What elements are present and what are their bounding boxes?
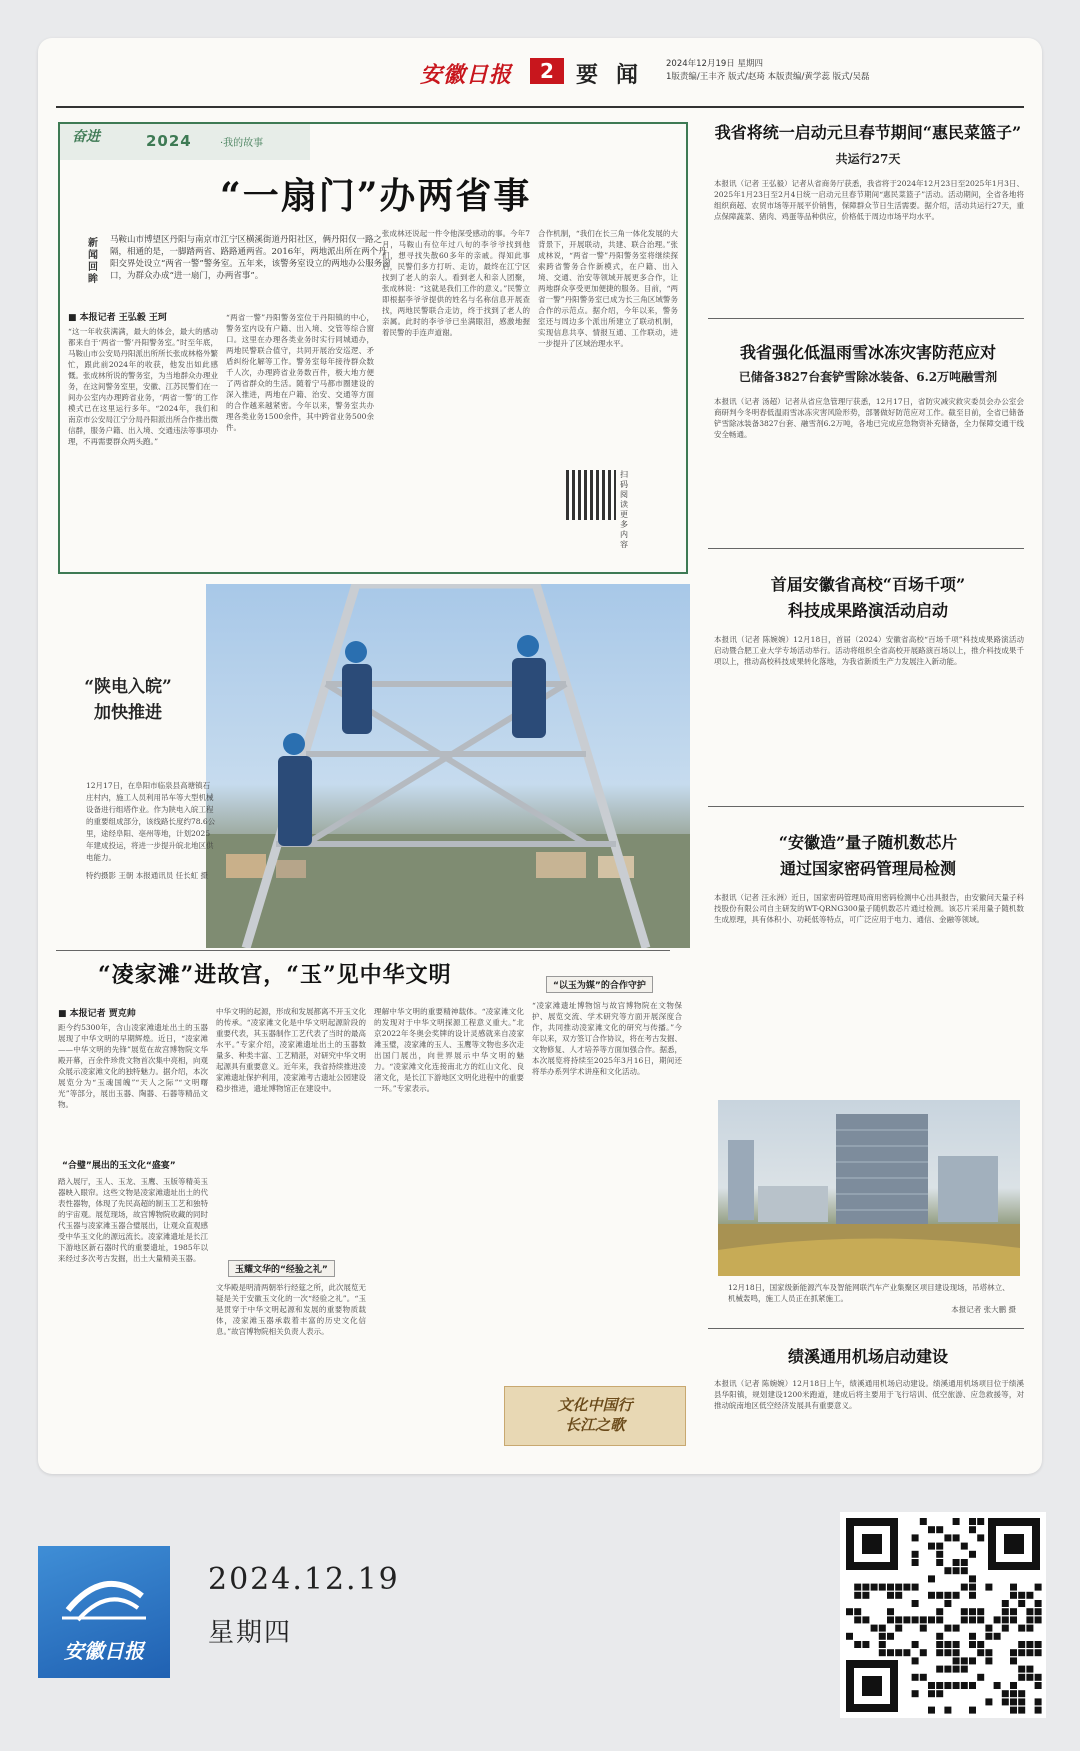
r3-text: 本报讯（记者 陈婉婉）12月18日，首届（2024）安徽省高校“百场千项”科技成果路演活动启动暨合肥工业大学专场活动举行。活动将组织全省高校开展路演百场以上，推介科技成果千项以上，推动高校科技成果转化落地，为我省新质生产力发展注入新动能。 <box>714 635 1024 666</box>
subhead-2: 玉耀文华的“经验之礼” <box>228 1260 335 1277</box>
r2-headline: 我省强化低温雨雪冰冻灾害防范应对 <box>739 343 996 362</box>
lingjiatan-col-2b: 文华殿是明清两朝举行经筵之所，此次展览无疑是关于安徽玉文化的一次“经验之礼”。“玉是贯穿于中华文明起源和发展的重要物质载体，凌家滩玉器承载着丰富的历史文化信息。”故宫博物院相关负责人表示。 <box>216 1283 366 1336</box>
kicker-label: 奋进 <box>72 129 100 145</box>
logo-text: 安徽日报 <box>64 1639 144 1663</box>
r5-text: 本报讯（记者 陈婉婉）12月18日上午，绩溪通用机场启动建设。绩溪通用机场项目位于绩溪县华阳镇，规划建设1200米跑道，建成后将主要用于飞行培训、低空旅游、应急救援等，对推动皖南地区低空经济发展具有重要意义。 <box>714 1379 1024 1410</box>
subhead-1: “合璧”展出的玉文化“盛宴” <box>62 1161 176 1171</box>
r1-text: 本报讯（记者 王弘毅）记者从省商务厅获悉，我省将于2024年12月23日至2025年1月3日、2025年1月23日至2月4日统一启动元旦春节期间“惠民菜篮子”活动。活动期间，全省各地将组织商超、农贸市场等开展平价销售，保障群众节日生活需要。据介绍，活动共运行27天，重点保障蔬菜、猪肉、鸡蛋等品种供应，价格低于周边市场平均水平。 <box>714 179 1024 221</box>
r3-headline-2: 科技成果路演活动启动 <box>787 601 948 620</box>
feature-col-2: “两省一警”丹阳警务室位于丹阳镇的中心，警务室内设有户籍、出入境、交管等综合窗口。这里在办理各类业务时实行同城通办，两地民警联合值守，共同开展治安巡逻、矛盾纠纷化解等工作。警务室每年接待群众数千人次，办理跨省业务数百件，极大地方便了两省群众的生活。随着宁马都市圈建设的深入推进，两地在户籍、治安、交通等方面的合作越来越紧密。今年以来，警务室共办理各类业务1500余件，其中跨省业务500余件。 <box>226 313 374 432</box>
tower-photo <box>206 584 690 948</box>
lingjiatan-headline: “凌家滩”进故宫，“玉”见中华文明 <box>98 962 452 988</box>
feature-byline: ■ 本报记者 王弘毅 王珂 <box>68 313 167 323</box>
footer-weekday: 星期四 <box>208 1618 293 1648</box>
feature-col-4: 合作机制，“我们在长三角一体化发展的大背景下，开展联动，共建、联合治理。”张成林说，“两省一警”丹阳警务室将继续探索跨省警务合作新模式，在户籍、出入境、交通、治安等领域开展更多合作，让两地群众享受更加便捷的服务。目前，“两省一警”丹阳警务室已成为长三角区域警务合作的示范点。据介绍，今年以来，警务室还与周边多个派出所建立了联动机制，实现信息共享、情报互通、工作联动，进一步提升了区域治理水平。 <box>538 229 678 348</box>
worker-figures <box>278 635 546 846</box>
feature-kicker <box>60 124 310 160</box>
tower-photographer: 特约摄影 王朝 本报通讯员 任长虹 摄 <box>86 871 209 880</box>
paper-logo <box>38 1546 170 1678</box>
stamp-text <box>505 1395 685 1435</box>
masthead-rule <box>56 106 1024 108</box>
guide-tag: 新闻回眸 <box>88 238 98 285</box>
culture-stamp <box>504 1386 686 1446</box>
building-caption <box>728 1282 1016 1315</box>
feature-col-3: 张成林还说起一件令他深受感动的事。今年7月，马鞍山有位年过八旬的李爷爷找到他们，想寻找失散60多年的亲戚。得知此事后，民警们多方打听、走访，最终在江宁区找到了老人的亲人。看到老人和亲人团聚，张成林说：“这就是我们工作的意义。”民警立即根据李爷爷提供的姓名与名称信息开展查找，两地民警联合走访，终于找到了老人的亲属。此时的李爷爷已坐满眼泪，感激地握着民警的手连声道谢。 <box>382 229 530 337</box>
right-rule-4 <box>708 1328 1024 1329</box>
r4-text: 本报讯（记者 汪永洲）近日，国家密码管理局商用密码检测中心出具报告，由安徽问天量子科技股份有限公司自主研发的WT-QRNG300量子随机数芯片通过检测。该芯片采用量子随机数生成原理，具有体积小、功耗低等特点，可广泛应用于电力、通信、金融等领域。 <box>714 893 1024 924</box>
r2-subhead: 已储备3827台套铲雪除冰装备、6.2万吨融雪剂 <box>738 370 998 384</box>
lingjiatan-byline: ■ 本报记者 贾克帅 <box>58 1009 136 1019</box>
lingjiatan-col-2: 中华文明的起源，形成和发展都离不开玉文化的传承。“凌家滩文化是中华文明起源阶段的重要代表，其玉器制作工艺代表了当时的最高水平。”专家介绍，凌家滩遗址出土的玉器数量多、种类丰富、工艺精湛，对研究中华文明起源具有重要意义。近年来，我省持续推进凌家滩遗址保护利用，凌家滩考古遗址公园建设稳步推进，遗址博物馆正在建设中。 <box>216 1007 366 1093</box>
lingjiatan-col-1: 距今约5300年，含山凌家滩遗址出土的玉器展现了中华文明的早期辉煌。近日，“凌家滩——中华文明的先锋”展览在故宫博物院文华殿开幕，百余件珍贵文物首次集中亮相，向观众展示凌家滩文化的独特魅力。据介绍，本次展览分为“玉魂国魄”“天人之际”“文明曙光”等部分，展出玉器、陶器、石器等精品文物。 <box>58 1023 208 1109</box>
logo-emblem-icon <box>38 1546 170 1636</box>
guide-text: 马鞍山市博望区丹阳与南京市江宁区横溪街道丹阳社区，俩丹阳仅一路之隔，相通的是，一脚踏两省、路路通两省。2016年，两地派出所在两个丹阳交界处设立“两省一警”警务室。五年来，该警务室设立的两地办公服务窗口，为群众办成“进一扇门，办两省事”。 <box>110 235 391 281</box>
r4-headline-2: 通过国家密码管理局检测 <box>779 859 956 878</box>
tower-title-line-2: 加快推进 <box>94 703 162 723</box>
section-rule <box>56 950 670 951</box>
paper-name: 安徽日报 <box>420 62 513 88</box>
footer-date: 2024.12.19 <box>208 1562 400 1597</box>
tower-caption <box>86 780 216 882</box>
tower-illustration <box>206 584 690 948</box>
footer-qr-code[interactable] <box>840 1512 1046 1718</box>
stamp-line-2: 长江之歌 <box>564 1416 625 1434</box>
feature-qr-code[interactable] <box>566 470 616 520</box>
tower-title-line-1: “陕电入皖” <box>84 677 172 697</box>
kicker-year: 2024 <box>146 132 192 150</box>
building-caption-text: 12月18日，国家级新能源汽车及智能网联汽车产业集聚区项目建设现场，吊塔林立、机械轰鸣，施工人员正在抓紧施工。 <box>728 1283 1010 1303</box>
page-number: 2 <box>530 58 564 84</box>
r1-headline: 我省将统一启动元旦春节期间“惠民菜篮子” <box>714 123 1022 142</box>
r5-headline: 绩溪通用机场启动建设 <box>787 1347 948 1366</box>
feature-headline: “一扇门”办两省事 <box>220 175 532 217</box>
building-photo-credit: 本报记者 张大鹏 摄 <box>951 1305 1016 1314</box>
building-photo <box>718 1100 1020 1276</box>
lingjiatan-col-3: 理解中华文明的重要精神载体。“凌家滩文化的发现对于中华文明探源工程意义重大。”北京2022年冬奥会奖牌的设计灵感就来自凌家滩玉璧，凌家滩的玉人、玉鹰等文物也多次走出国门展出，向世界展示中华文明的魅力。“凌家滩文化连接南北方的红山文化、良渚文化，是长江下游地区文明化进程中的重要一环。”专家表示。 <box>374 1007 524 1093</box>
right-rule-1 <box>708 318 1024 319</box>
lingjiatan-col-4: “凌家滩遗址博物馆与故宫博物院在文物保护、展览交流、学术研究等方面开展深度合作，共同推动凌家滩文化的研究与传播。”今年以来，双方签订合作协议，将在考古发掘、文物修复、人才培养等方面加强合作。据悉，本次展览将持续至2025年3月16日，期间还将举办系列学术讲座和文化活动。 <box>532 1001 682 1076</box>
section-title: 要闻 <box>576 62 657 88</box>
r3-headline-1: 首届安徽省高校“百场千项” <box>770 575 966 594</box>
editors-line: 1版责编/王丰齐 版式/赵琦 本版责编/黄学蕊 版式/吴磊 <box>666 72 870 82</box>
right-rule-2 <box>708 548 1024 549</box>
stamp-line-1: 文化中国行 <box>557 1396 633 1414</box>
newspaper-page <box>38 38 1042 1474</box>
qr-code-icon <box>840 1512 1046 1718</box>
r4-headline-1: “安徽造”量子随机数芯片 <box>778 833 958 852</box>
building-illustration <box>718 1100 1020 1276</box>
qr-label: 扫码阅读更多内容 <box>620 470 628 549</box>
right-rule-3 <box>708 806 1024 807</box>
subhead-3: “以玉为媒”的合作守护 <box>546 976 653 993</box>
masthead <box>38 56 1042 96</box>
r1-subhead: 共运行27天 <box>835 152 901 166</box>
date-line: 2024年12月19日 星期四 <box>666 59 763 69</box>
r2-text: 本报讯（记者 汤超）记者从省应急管理厅获悉，12月17日，省防灾减灾救灾委员会办公室会商研判今冬明春低温雨雪冰冻灾害风险形势，部署做好防范应对工作。截至目前，全省已储备铲雪除冰装备3827台套、融雪剂6.2万吨，各地已完成应急物资补充储备，全力保障交通干线安全畅通。 <box>714 397 1024 439</box>
lingjiatan-col-1b: 踏入展厅，玉人、玉龙、玉鹰、玉版等精美玉器映入眼帘。这些文物是凌家滩遗址出土的代表性器物，体现了先民高超的制玉工艺和独特的宇宙观。展览现场，故宫博物院收藏的同时代玉器与凌家滩玉器合璧展出，让观众直观感受中华玉文化的源远流长。凌家滩遗址是长江下游地区新石器时代的重要遗址，1985年以来经过多次考古发掘，出土大量精美玉器。 <box>58 1177 208 1263</box>
tower-caption-text: 12月17日，在阜阳市临泉县高塘镇石庄村内，施工人员利用吊车等大型机械设备进行组塔作业。作为陕电入皖工程的重要组成部分，该线路长度约78.6公里，途经阜阳、亳州等地，计划2025年建成投运，将进一步提升皖北地区供电能力。 <box>86 781 216 862</box>
feature-col-1: “这一年收获满满，最大的体会，最大的感动都来自于‘两省一警’丹阳警务室。”时至年底，马鞍山市公安局丹阳派出所所长张成林格外繁忙，跟此前2024年的收获，他发出如此感慨。张成林所说的警务室，为当地群众办理业务，在这间警务室里，安徽、江苏民警们在一间办公室内办理跨省业务，‘两省一警’的工作模式已在这里运行多年。“2024年，我们和南京市公安局江宁分局丹阳派出所合作推出微信群，服务户籍、出入境、交通违法等事项办理，不再需要群众两头跑。” <box>68 327 218 446</box>
masthead-meta <box>666 58 869 84</box>
tower-title <box>74 674 182 726</box>
feature-box <box>58 122 688 574</box>
kicker-sub: ·我的故事 <box>220 138 264 149</box>
